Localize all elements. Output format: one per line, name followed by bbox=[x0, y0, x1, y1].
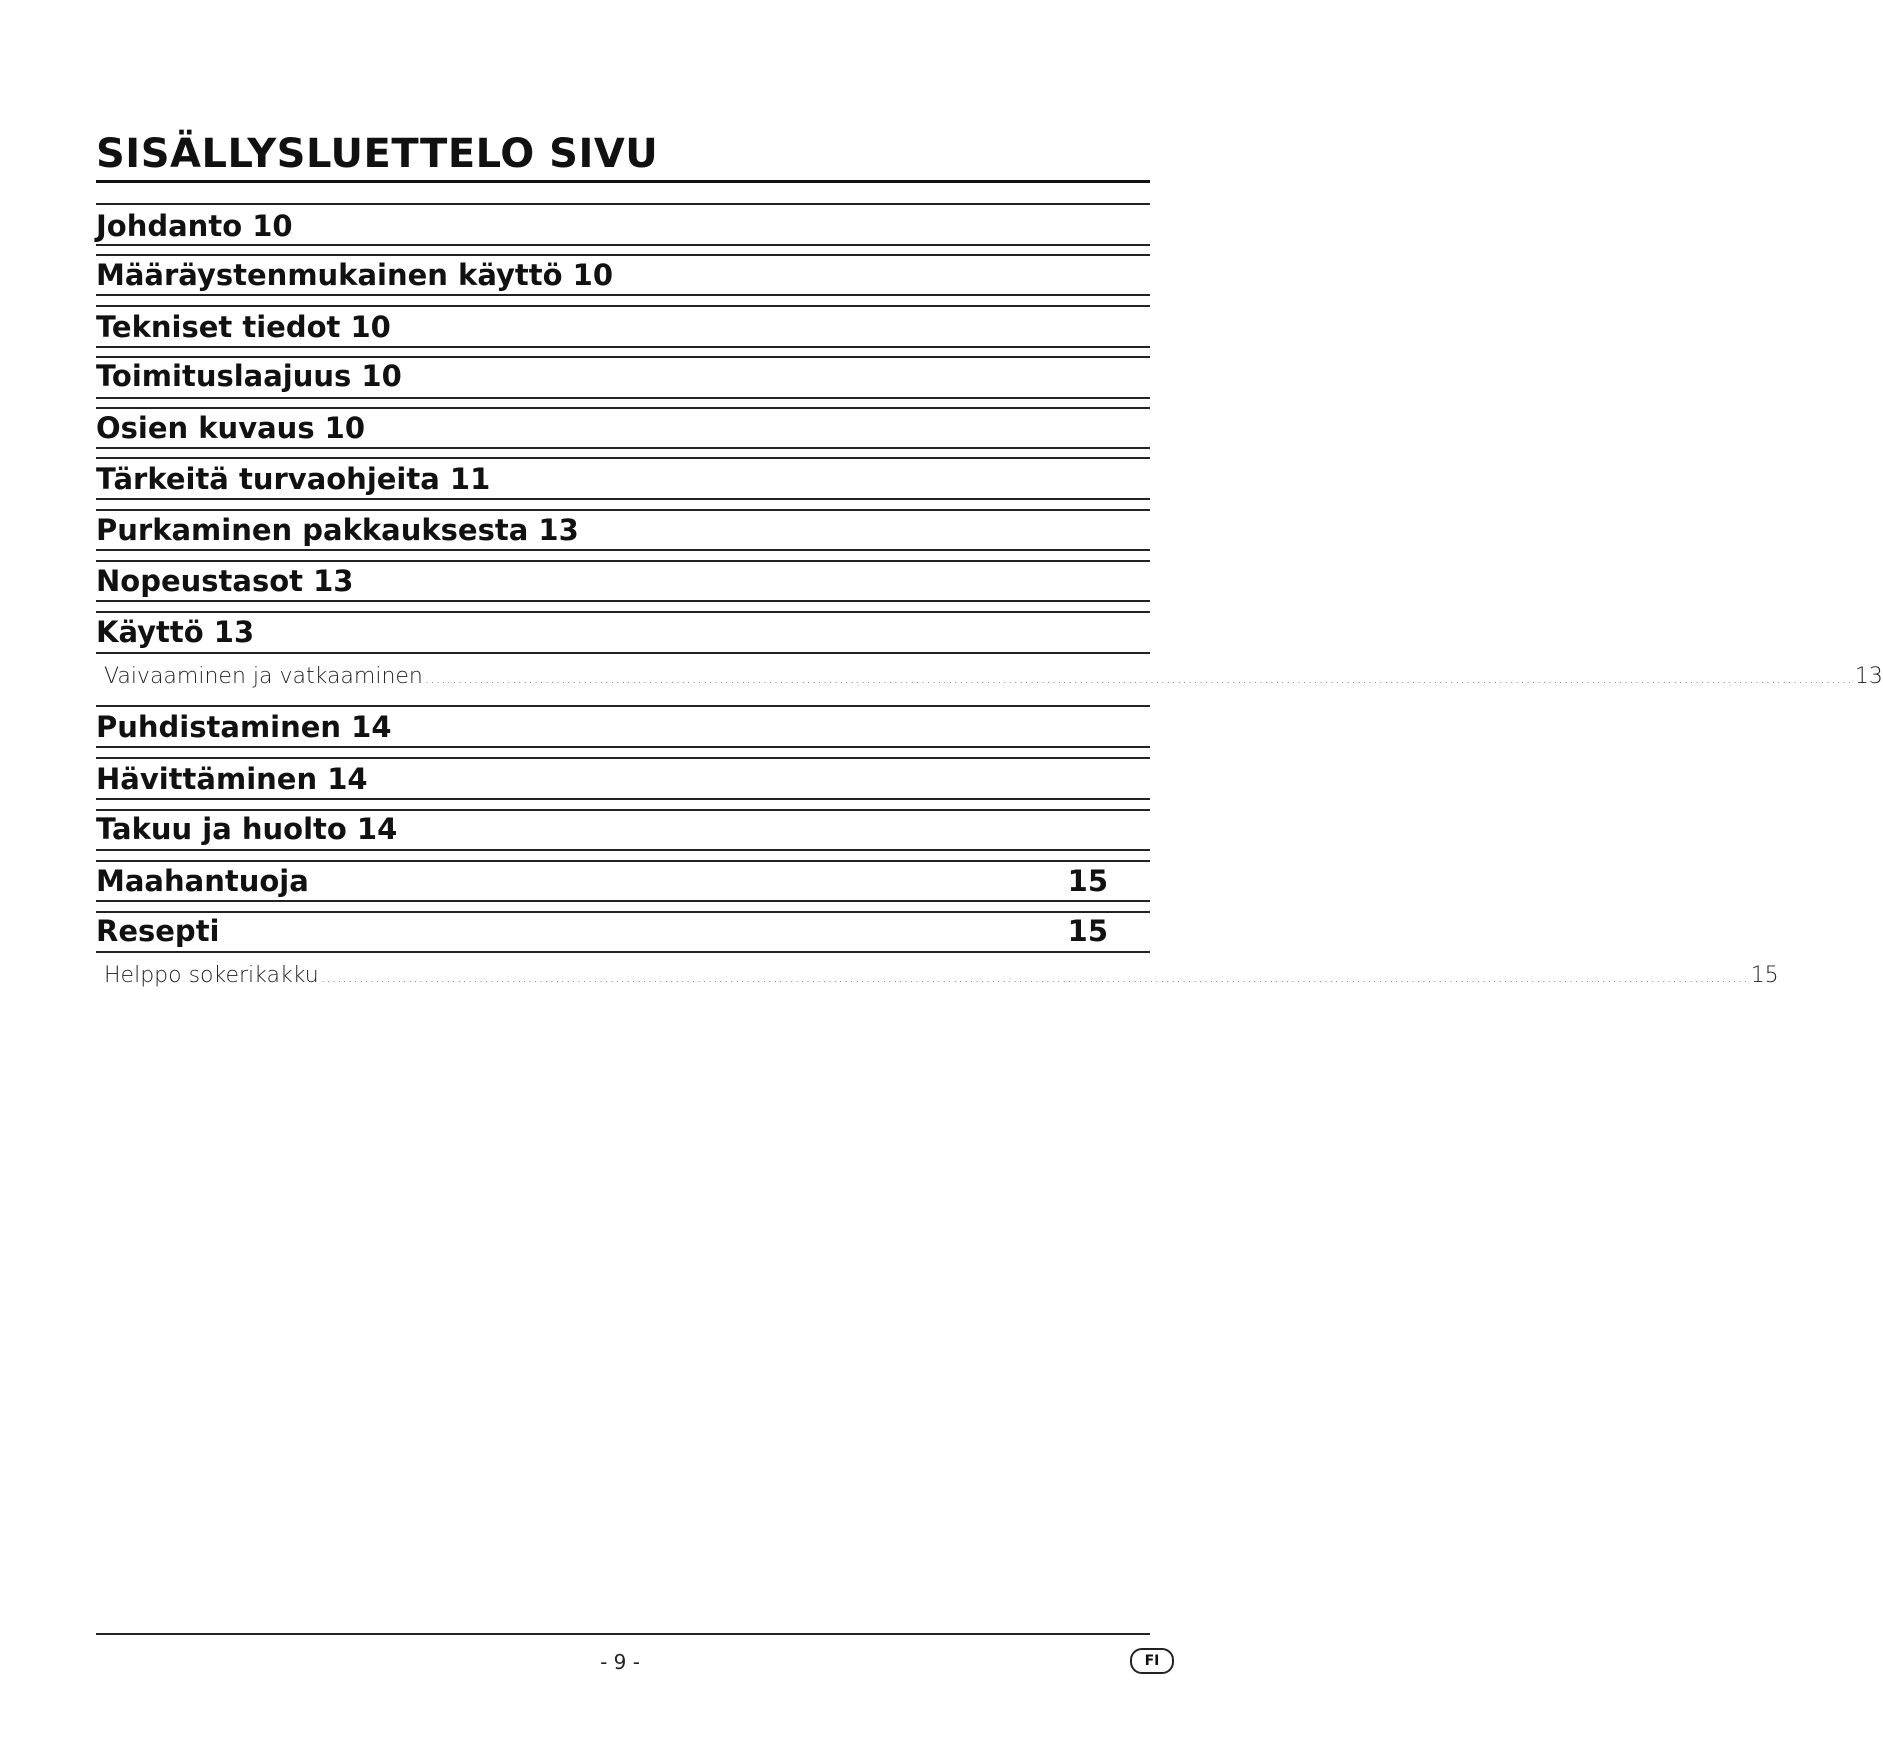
toc-entry-tekniset-tiedot[interactable] bbox=[96, 307, 1150, 347]
toc-entry-page: 15 bbox=[1067, 914, 1108, 948]
divider bbox=[96, 203, 1150, 205]
divider bbox=[96, 746, 1150, 748]
title-rule bbox=[96, 180, 1150, 183]
toc-entry-label: Maahantuoja bbox=[96, 864, 309, 898]
toc-entry-resepti[interactable] bbox=[96, 911, 1150, 951]
toc-subentry-label: Helppo sokerikakku bbox=[104, 963, 319, 988]
toc-entry-label: Käyttö 13 bbox=[96, 615, 255, 649]
toc-entry-maaraystenmukainen-kaytto[interactable] bbox=[96, 255, 1150, 295]
toc-entry-purkaminen-pakkauksesta[interactable] bbox=[96, 510, 1150, 550]
page-number: - 9 - bbox=[600, 1650, 640, 1674]
divider bbox=[96, 652, 1150, 654]
toc-entry-maahantuoja[interactable] bbox=[96, 861, 1150, 901]
toc-entry-johdanto[interactable] bbox=[96, 206, 1150, 246]
toc-subentry-vaivaaminen[interactable] bbox=[104, 661, 1883, 693]
divider bbox=[96, 447, 1150, 449]
divider bbox=[96, 346, 1150, 348]
toc-entry-label: Purkaminen pakkauksesta 13 bbox=[96, 513, 579, 547]
toc-entry-label: Nopeustasot 13 bbox=[96, 564, 354, 598]
toc-subentry-label: Vaivaaminen ja vatkaaminen bbox=[104, 664, 423, 689]
footer-rule bbox=[96, 1633, 1150, 1635]
toc-entry-label: Resepti bbox=[96, 914, 220, 948]
toc-entry-label: Johdanto 10 bbox=[96, 209, 293, 243]
toc-entry-takuu-ja-huolto[interactable] bbox=[96, 809, 1150, 849]
toc-entry-toimituslaajuus[interactable] bbox=[96, 356, 1150, 396]
page-title: SISÄLLYSLUETTELO SIVU bbox=[96, 131, 659, 177]
toc-entry-label: Tärkeitä turvaohjeita 11 bbox=[96, 462, 491, 496]
divider bbox=[96, 294, 1150, 296]
divider bbox=[96, 951, 1150, 953]
language-badge: FI bbox=[1130, 1648, 1174, 1674]
divider bbox=[96, 397, 1150, 399]
toc-entry-page: 15 bbox=[1067, 864, 1108, 898]
dot-leader: ...................................................................................................................................................................................................................................................................... bbox=[424, 671, 1853, 687]
toc-entry-label: Toimituslaajuus 10 bbox=[96, 359, 402, 393]
divider bbox=[96, 549, 1150, 551]
toc-subentry-page: 13 bbox=[1854, 664, 1883, 689]
toc-entry-havittaminen[interactable] bbox=[96, 759, 1150, 799]
divider bbox=[96, 600, 1150, 602]
toc-entry-label: Osien kuvaus 10 bbox=[96, 411, 366, 445]
toc-entry-label: Hävittäminen 14 bbox=[96, 762, 368, 796]
divider bbox=[96, 798, 1150, 800]
divider bbox=[96, 244, 1150, 246]
dot-leader: ...................................................................................................................................................................................................................................................................... bbox=[320, 970, 1749, 986]
toc-entry-kaytto[interactable] bbox=[96, 612, 1150, 652]
divider bbox=[96, 498, 1150, 500]
toc-entry-osien-kuvaus[interactable] bbox=[96, 408, 1150, 448]
toc-entry-puhdistaminen[interactable] bbox=[96, 707, 1150, 747]
toc-subentry-page: 15 bbox=[1750, 963, 1779, 988]
toc-entry-nopeustasot[interactable] bbox=[96, 561, 1150, 601]
toc-entry-label: Määräystenmukainen käyttö 10 bbox=[96, 258, 614, 292]
divider bbox=[96, 900, 1150, 902]
toc-entry-label: Tekniset tiedot 10 bbox=[96, 310, 391, 344]
toc-entry-tarkeita-turvaohjeita[interactable] bbox=[96, 459, 1150, 499]
divider bbox=[96, 849, 1150, 851]
toc-subentry-helppo-sokerikakku[interactable] bbox=[104, 960, 1779, 992]
toc-entry-label: Takuu ja huolto 14 bbox=[96, 812, 398, 846]
toc-entry-label: Puhdistaminen 14 bbox=[96, 710, 392, 744]
